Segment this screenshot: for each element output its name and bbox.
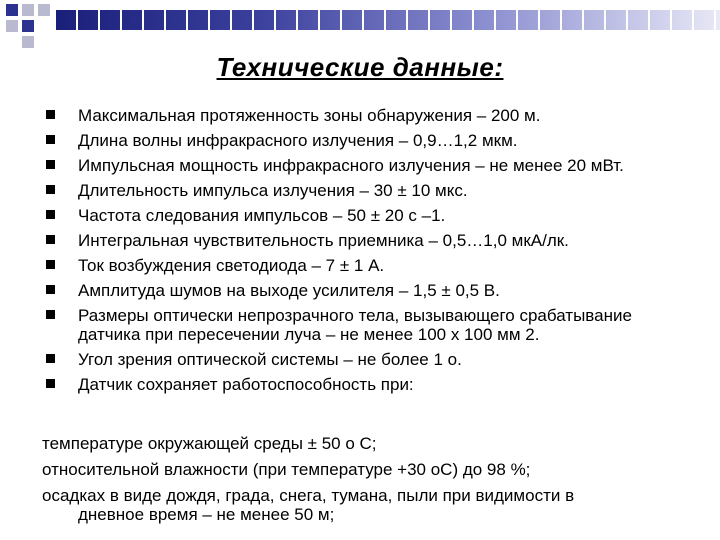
list-item	[0, 106, 720, 125]
decorative-header	[0, 0, 720, 48]
decor-bar-grid	[56, 10, 720, 30]
list-item	[0, 156, 720, 175]
bullet-icon	[46, 135, 55, 144]
specs-list	[0, 106, 720, 400]
list-item-text: Ток возбуждения светодиода – 7 ± 1 А.	[78, 256, 385, 275]
list-item	[0, 375, 720, 394]
decor-square-blue-2	[22, 20, 34, 32]
list-item-text: Угол зрения оптической системы – не более 1 о.	[78, 350, 462, 369]
bullet-icon	[46, 185, 55, 194]
condition-temperature: температуре окружающей среды ± 50 о С;	[42, 434, 377, 453]
bullet-icon	[46, 210, 55, 219]
list-item-text: Амплитуда шумов на выходе усилителя – 1,5 ± 0,5 В.	[78, 281, 500, 300]
bullet-icon	[46, 379, 55, 388]
list-item	[0, 256, 720, 275]
list-item	[0, 231, 720, 250]
bullet-icon	[46, 110, 55, 119]
list-item-text: Датчик сохраняет работоспособность при:	[78, 375, 414, 394]
bullet-icon	[46, 235, 55, 244]
list-item	[0, 281, 720, 300]
bullet-icon	[46, 260, 55, 269]
decor-square-gray-1	[22, 4, 34, 16]
list-item	[0, 350, 720, 369]
list-item-text: Длина волны инфракрасного излучения – 0,9…1,2 мкм.	[78, 131, 518, 150]
condition-visibility	[42, 486, 692, 524]
list-item-text: Импульсная мощность инфракрасного излучения – не менее 20 мВт.	[78, 156, 624, 175]
bullet-icon	[46, 354, 55, 363]
decor-square-blue-1	[6, 4, 18, 16]
condition-visibility-line1: осадках в виде дождя, града, снега, тумана, пыли при видимости в	[42, 486, 575, 505]
decor-square-gray-3	[6, 20, 18, 32]
list-item	[0, 206, 720, 225]
bullet-icon	[46, 285, 55, 294]
decor-square-gray-2	[38, 4, 50, 16]
list-item-text: Максимальная протяженность зоны обнаружения – 200 м.	[78, 106, 541, 125]
list-item-text: Частота следования импульсов – 50 ± 20 с –1.	[78, 206, 446, 225]
list-item-text: Длительность импульса излучения – 30 ± 10 мкс.	[78, 181, 468, 200]
bullet-icon	[46, 310, 55, 319]
condition-visibility-line2: дневное время – не менее 50 м;	[78, 505, 335, 524]
decor-square-gray-4	[22, 36, 34, 48]
list-item-text: Интегральная чувствительность приемника – 0,5…1,0 мкА/лк.	[78, 231, 569, 250]
list-item-text: Размеры оптически непрозрачного тела, вызывающего срабатывание датчика при пересечении луча – не менее 100 х 100 мм 2.	[78, 306, 632, 344]
page-title: Технические данные:	[216, 52, 504, 82]
list-item	[0, 306, 720, 344]
bullet-icon	[46, 160, 55, 169]
condition-humidity: относительной влажности (при температуре +30 оС) до 98 %;	[42, 460, 531, 479]
list-item	[0, 181, 720, 200]
list-item	[0, 131, 720, 150]
